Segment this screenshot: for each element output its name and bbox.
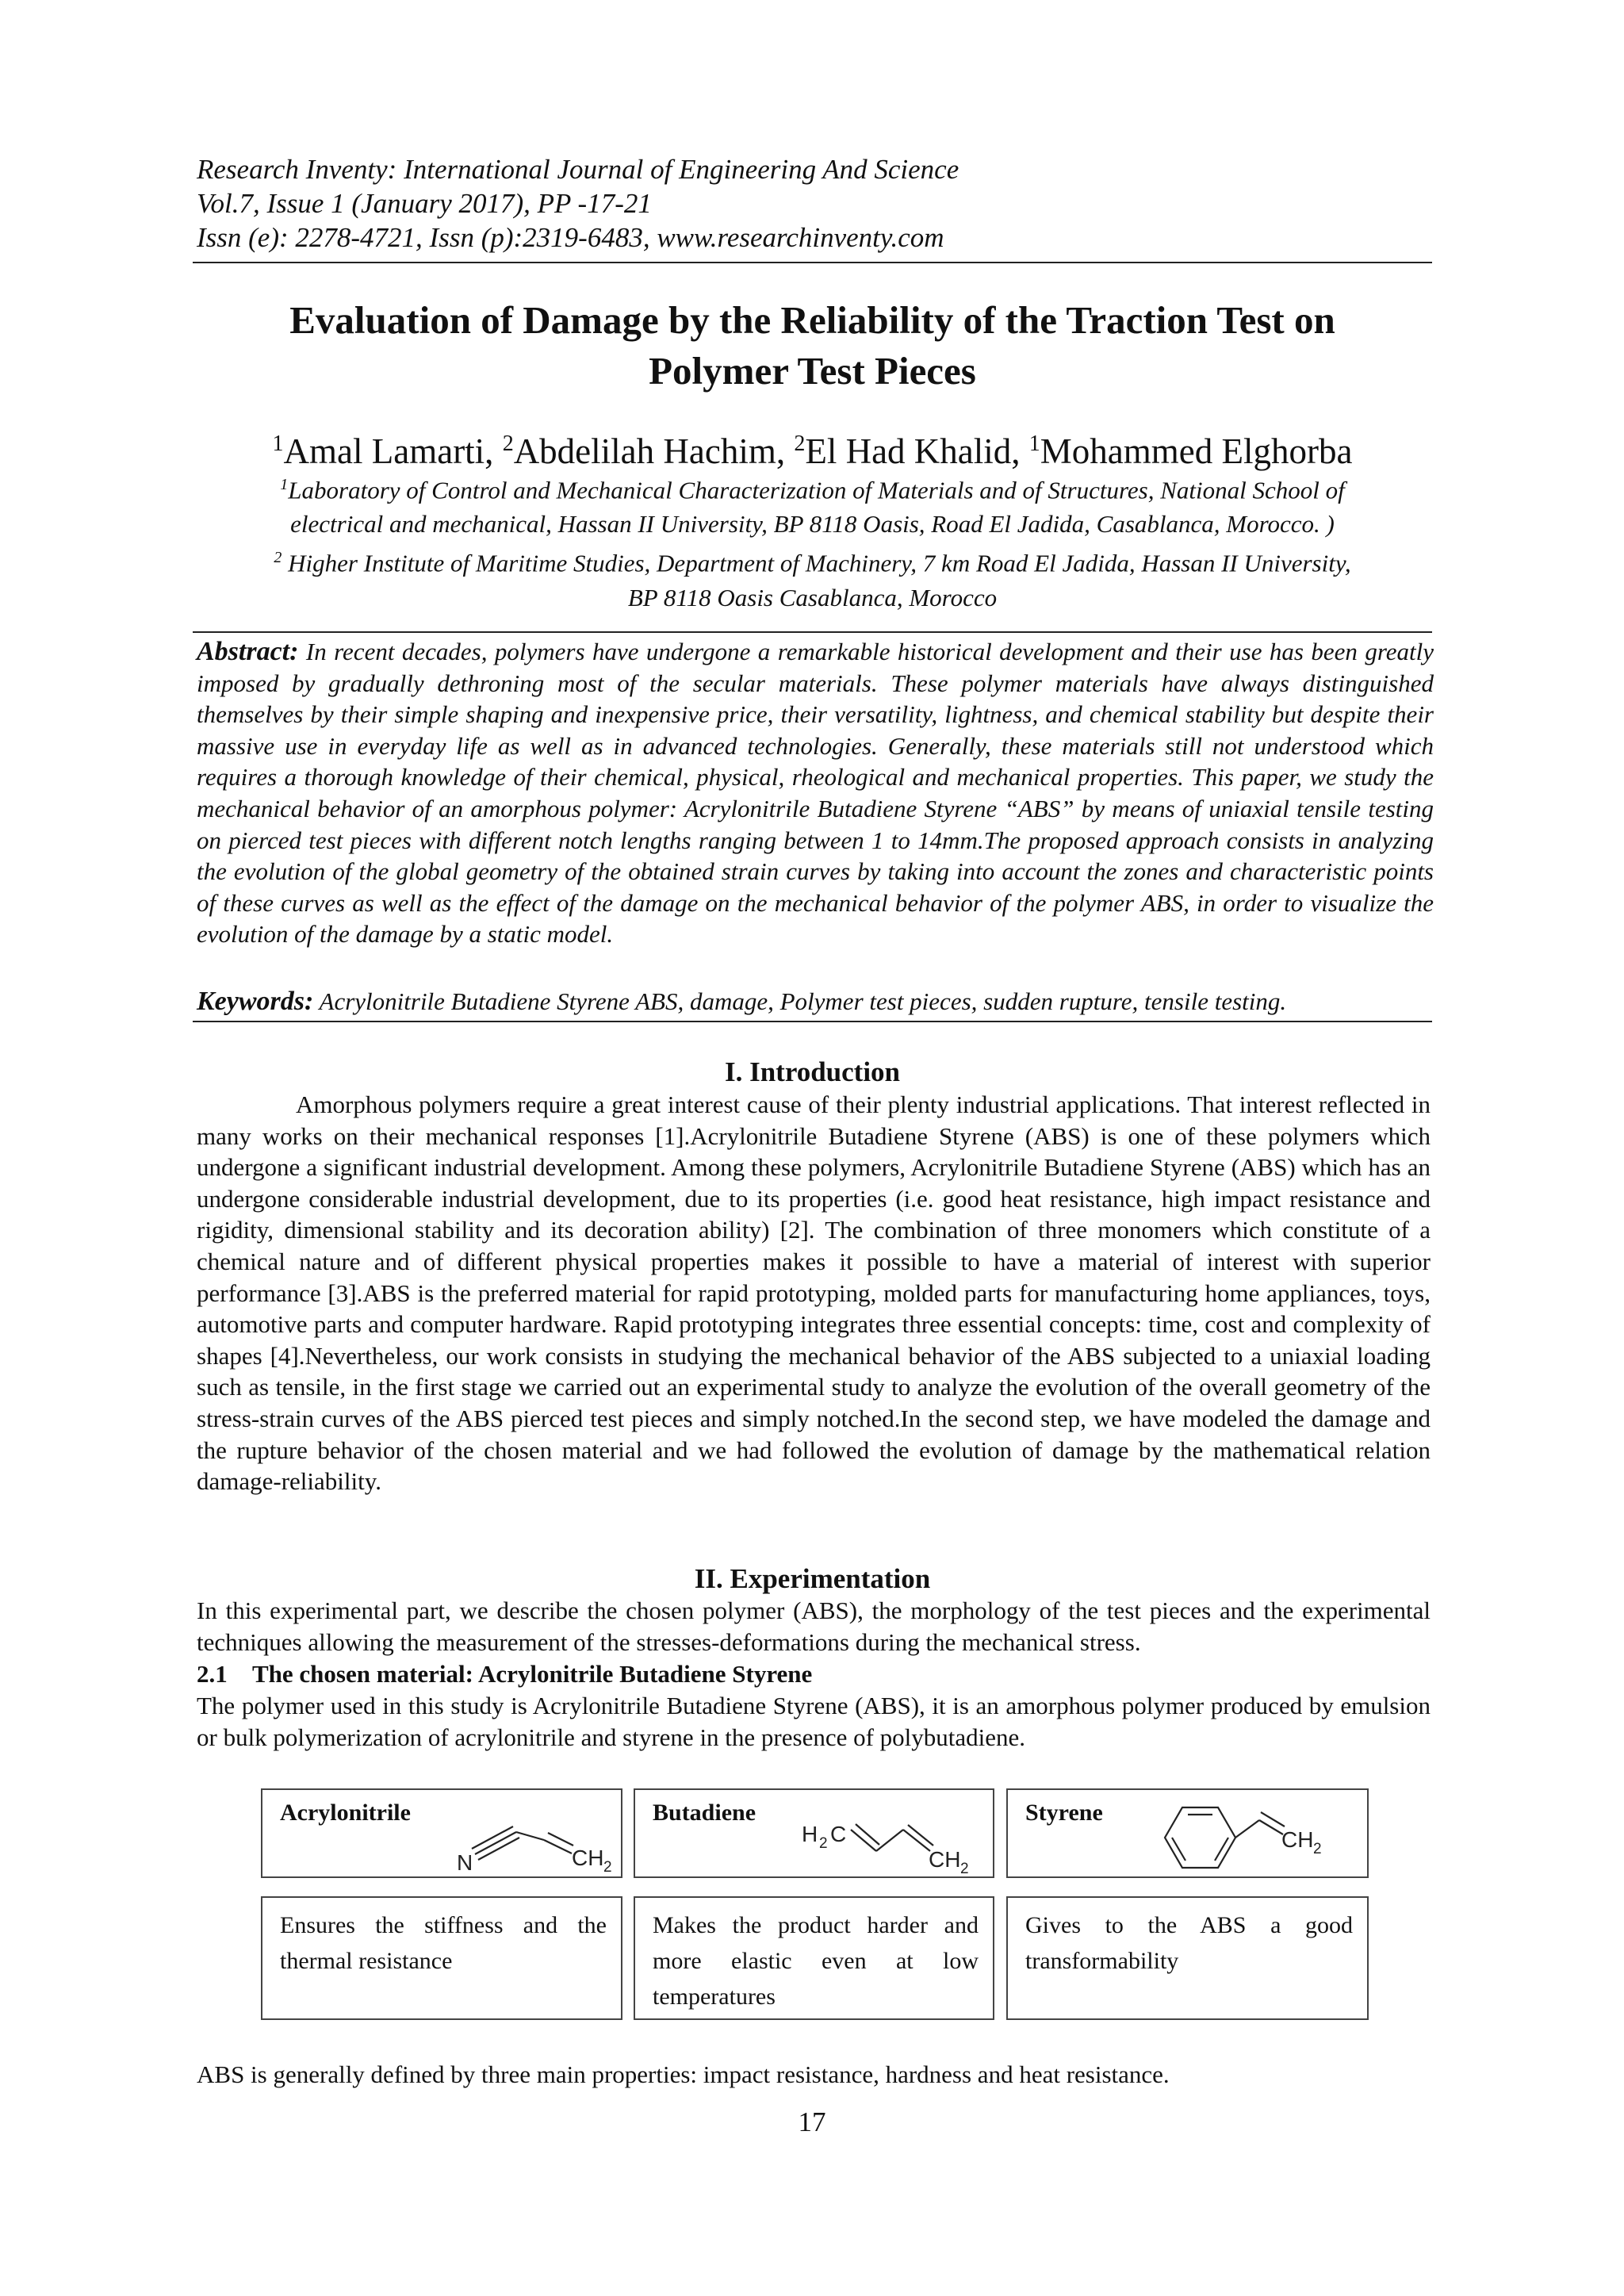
styrene-ch-label: CH [1281, 1827, 1314, 1852]
affiliation-2-text-1: Higher Institute of Maritime Studies, Department of Machinery, 7 km Road El Jadida, Hassan II University, [282, 549, 1351, 577]
butadiene-c-label: C [830, 1822, 847, 1846]
acrylonitrile-description-cell [261, 1896, 622, 2020]
subsection-number: 2.1 [197, 1660, 228, 1688]
butadiene-sub-label: 2 [960, 1861, 969, 1875]
journal-header [197, 152, 1434, 255]
butadiene-ch-label: CH [929, 1847, 961, 1872]
acrylonitrile-name: Acrylonitrile [280, 1800, 411, 1826]
section-2-heading: II. Experimentation [694, 1563, 931, 1594]
acrylonitrile-description: Ensures the stiffness and the thermal resistance [280, 1912, 607, 1974]
author-4: Mohammed Elghorba [1040, 431, 1353, 471]
closing-paragraph: ABS is generally defined by three main properties: impact resistance, hardness and heat resistance. [197, 2060, 1170, 2088]
styrene-description: Gives to the ABS a good transformability [1025, 1912, 1353, 1974]
abstract-label: Abstract: [197, 637, 299, 666]
styrene-cell [1006, 1788, 1369, 1878]
keywords-text: Acrylonitrile Butadiene Styrene ABS, damage, Polymer test pieces, sudden rupture, tensile testing. [313, 987, 1287, 1015]
author-3-affiliation: 2 [794, 431, 806, 456]
butadiene-h-sub-label: 2 [819, 1835, 828, 1852]
title-line-1: Evaluation of Damage by the Reliability of the Traction Test on [289, 298, 1335, 342]
abstract-top-rule [193, 631, 1432, 633]
journal-volume: Vol.7, Issue 1 (January 2017), PP -17-21 [197, 188, 652, 219]
acrylonitrile-ch-label: CH [572, 1846, 604, 1870]
acrylonitrile-structure-icon [445, 1802, 619, 1875]
butadiene-description: Makes the product harder and more elastic even at low temperatures [653, 1912, 979, 2010]
section-2-text: In this experimental part, we describe the chosen polymer (ABS), the morphology of the test pieces and the experimental techniques allowing the measurement of the stresses-deformations during the mechanical stress. [197, 1596, 1431, 1656]
title-line-2: Polymer Test Pieces [649, 349, 976, 393]
author-1: Amal Lamarti, [283, 431, 494, 471]
butadiene-structure-icon [794, 1802, 988, 1875]
styrene-description-cell [1006, 1896, 1369, 2020]
section-1-heading: I. Introduction [724, 1056, 901, 1087]
butadiene-cell [634, 1788, 994, 1878]
author-4-affiliation: 1 [1028, 431, 1040, 456]
affiliation-2-line-1 [193, 541, 1432, 580]
abstract [197, 636, 1434, 950]
abstract-text: In recent decades, polymers have undergone a remarkable historical development and their use has been greatly imposed by gradually dethroning most of the secular materials. These polymer materials have always distinguished themselves by their simple shaping and inexpensive price, their versatility, lightness, and chemical stability but despite their massive use in everyday life as well as in advanced technologies. Generally, these materials still not understood which requires a thorough knowledge of their chemical, physical, rheological and mechanical properties. This paper, we study the mechanical behavior of an amorphous polymer: Acrylonitrile Butadiene Styrene “ABS” by means of uniaxial tensile testing on pierced test pieces with different notch lengths ranging between 1 to 14mm.The proposed approach consists in analyzing the evolution of the global geometry of the obtained strain curves by taking into account the zones and characteristic points of these curves as well as the effect of the damage on the mechanical behavior of the polymer ABS, in order to visualize the evolution of the damage by a static model. [197, 638, 1434, 949]
acrylonitrile-n-label: N [457, 1850, 473, 1875]
affiliation-1-line-2: electrical and mechanical, Hassan II University, BP 8118 Oasis, Road El Jadida, Casablanca, Morocco. ) [290, 510, 1335, 539]
subsection-2-1-heading [197, 1658, 812, 1690]
keywords-label: Keywords: [197, 987, 314, 1016]
acrylonitrile-cell [261, 1788, 622, 1878]
section-1-text: Amorphous polymers require a great interest cause of their plenty industrial applications. That interest reflected in many works on their mechanical responses [1].Acrylonitrile Butadiene Styrene (ABS) is one of these polymers which undergone a significant industrial development. Among these polymers, Acrylonitrile Butadiene Styrene (ABS) which has an undergone considerable industrial development, due to its properties (i.e. good heat resistance, high impact resistance and rigidity, dimensional stability and its decoration ability) [2]. The combination of three monomers which constitute of a chemical nature and of different physical properties makes it possible to have a material of interest with superior performance [3].ABS is the preferred material for rapid prototyping, molded parts for manufacturing home appliances, toys, automotive parts and computer hardware. Rapid prototyping integrates three essential concepts: time, cost and complexity of shapes [4].Nevertheless, our work consists in studying the mechanical behavior of the ABS subjected to a uniaxial loading such as tensile, in the first stage we carried out an experimental study to analyze the evolution of the overall geometry of the stress-strain curves of the ABS pierced test pieces and simply notched.In the second step, we have modeled the damage and the rupture behavior of the chosen material and we had followed the evolution of damage by the mathematical relation damage-reliability. [197, 1091, 1431, 1496]
journal-issn: Issn (e): 2278-4721, Issn (p):2319-6483, www.researchinventy.com [197, 222, 944, 253]
styrene-name: Styrene [1025, 1800, 1103, 1826]
subsection-title: The chosen material: Acrylonitrile Butadiene Styrene [252, 1660, 813, 1688]
styrene-sub-label: 2 [1313, 1841, 1322, 1857]
affiliation-2-marker: 2 [274, 549, 282, 567]
subsection-2-1-text: The polymer used in this study is Acrylonitrile Butadiene Styrene (ABS), it is an amorphous polymer produced by emulsion or bulk polymerization of acrylonitrile and styrene in the presence of polybutadiene. [197, 1692, 1431, 1751]
abstract-bottom-rule [193, 1021, 1432, 1022]
butadiene-h-label: H [802, 1822, 818, 1846]
keywords [197, 986, 1434, 1018]
paper-title [193, 295, 1432, 397]
author-2-affiliation: 2 [502, 431, 514, 456]
affiliation-1-text-1: Laboratory of Control and Mechanical Characterization of Materials and of Structures, National School of [288, 476, 1345, 504]
butadiene-name: Butadiene [653, 1800, 756, 1826]
header-rule [193, 262, 1432, 263]
styrene-structure-icon [1155, 1796, 1369, 1876]
author-list [193, 422, 1432, 473]
author-1-affiliation: 1 [272, 431, 284, 456]
affiliations [193, 468, 1432, 615]
affiliation-1-line-1 [193, 468, 1432, 507]
journal-name: Research Inventy: International Journal of Engineering And Science [197, 154, 959, 185]
author-2: Abdelilah Hachim, [513, 431, 786, 471]
affiliation-2-line-2: BP 8118 Oasis Casablanca, Morocco [627, 583, 998, 611]
butadiene-description-cell [634, 1896, 994, 2020]
page-number: 17 [798, 2106, 826, 2137]
author-3: El Had Khalid, [805, 431, 1021, 471]
affiliation-1-marker: 1 [280, 476, 289, 493]
acrylonitrile-sub-label: 2 [603, 1859, 612, 1875]
monomer-table [261, 1788, 1369, 2020]
